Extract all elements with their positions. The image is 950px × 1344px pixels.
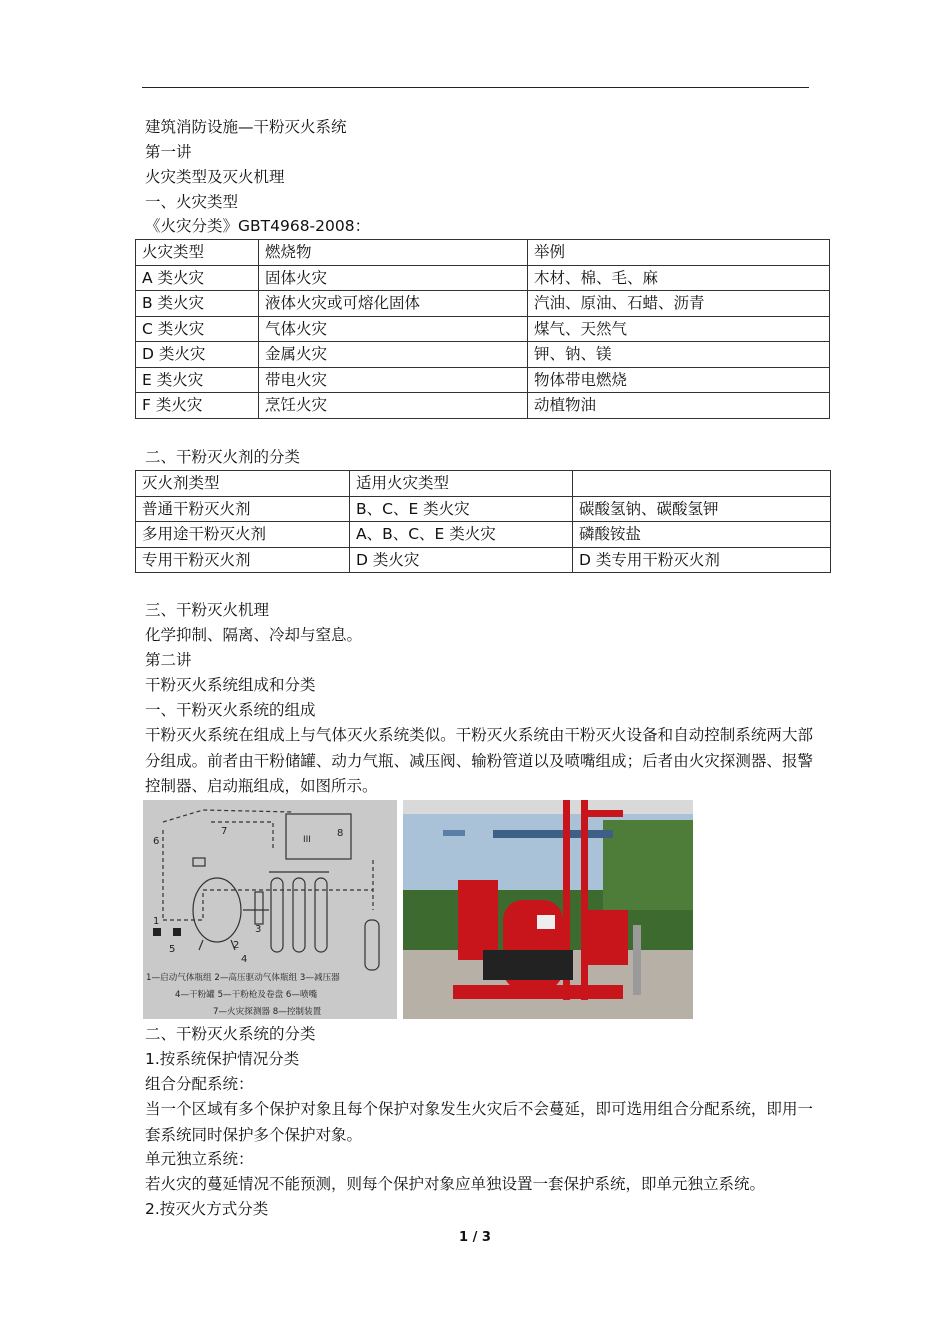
table-cell: B 类火灾 [136, 291, 259, 317]
table-cell: 煤气、天然气 [528, 316, 830, 342]
table-cell: 动植物油 [528, 393, 830, 419]
figure-number: 2 [233, 940, 240, 951]
combined-system-label: 组合分配系统： [145, 1075, 254, 1093]
classification-by-method: 2.按灭火方式分类 [145, 1200, 269, 1218]
standard-reference: 《火灾分类》GBT4968-2008： [145, 217, 371, 235]
figure-number: 1 [153, 916, 160, 927]
table-header-cell: 燃烧物 [259, 240, 528, 266]
schematic-drawing [143, 800, 397, 1019]
agent-type-table [135, 470, 831, 573]
table-cell: 碳酸氢钠、碳酸氢钾 [573, 496, 831, 522]
figure-legend-line: 7—火灾探测器 8—控制装置 [213, 1007, 322, 1017]
table-row [136, 547, 831, 573]
composition-paragraph: 干粉灭火系统在组成上与气体灭火系统类似。干粉灭火系统由干粉灭火设备和自动控制系统两大部分组成。前者由干粉储罐、动力气瓶、减压阀、输粉管道以及喷嘴组成；后者由火灾探测器、报警控制器、启动瓶组成，如图所示。 [145, 726, 813, 795]
table-cell: 专用干粉灭火剂 [136, 547, 350, 573]
figure-legend-line: 1—启动气体瓶组 2—高压驱动气体瓶组 3—减压器 [146, 973, 340, 983]
lecture-1-topic: 火灾类型及灭火机理 [145, 168, 285, 186]
table-cell: 液体火灾或可熔化固体 [259, 291, 528, 317]
section-fire-types: 一、火灾类型 [145, 193, 239, 211]
table-cell: 多用途干粉灭火剂 [136, 522, 350, 548]
table-row [136, 367, 830, 393]
unit-system-paragraph: 若火灾的蔓延情况不能预测，则每个保护对象应单独设置一套保护系统，即单元独立系统。 [145, 1175, 766, 1193]
table-header-row [136, 471, 831, 497]
table-cell: A、B、C、E 类火灾 [350, 522, 573, 548]
table-cell: D 类专用干粉灭火剂 [573, 547, 831, 573]
lecture-1-heading: 第一讲 [145, 143, 192, 161]
doc-title: 建筑消防设施—干粉灭火系统 [145, 118, 347, 136]
table-cell: A 类火灾 [136, 265, 259, 291]
table-header-row [136, 240, 830, 266]
unit-system-label: 单元独立系统： [145, 1150, 254, 1168]
lecture-2-heading: 第二讲 [145, 651, 192, 669]
classification-by-protection: 1.按系统保护情况分类 [145, 1050, 300, 1068]
table-cell: B、C、E 类火灾 [350, 496, 573, 522]
page-number: 1 / 3 [459, 1230, 491, 1245]
table-cell: E 类火灾 [136, 367, 259, 393]
table-cell: 物体带电燃烧 [528, 367, 830, 393]
equipment-photo [403, 800, 693, 1019]
table-cell: 固体火灾 [259, 265, 528, 291]
table-cell: 金属火灾 [259, 342, 528, 368]
section-mechanism: 三、干粉灭火机理 [145, 601, 270, 619]
table-row [136, 393, 830, 419]
system-schematic-figure [143, 800, 397, 1019]
table-row [136, 342, 830, 368]
table-cell: C 类火灾 [136, 316, 259, 342]
section-composition: 一、干粉灭火系统的组成 [145, 701, 316, 719]
table-cell: D 类火灾 [350, 547, 573, 573]
figure-number: 7 [221, 826, 228, 837]
table-row [136, 291, 830, 317]
table-cell: D 类火灾 [136, 342, 259, 368]
table-cell: 带电火灾 [259, 367, 528, 393]
table-row [136, 316, 830, 342]
combined-system-paragraph: 当一个区域有多个保护对象且每个保护对象发生火灾后不会蔓延，即可选用组合分配系统，即用一套系统同时保护多个保护对象。 [145, 1100, 813, 1144]
figure-number: 6 [153, 836, 160, 847]
table-header-cell: 灭火剂类型 [136, 471, 350, 497]
table-header-cell: 适用火灾类型 [350, 471, 573, 497]
table-row [136, 522, 831, 548]
equipment-photo-drawing [403, 800, 693, 1019]
figure-legend-line: 4—干粉罐 5—干粉枪及卷盘 6—喷嘴 [175, 990, 318, 1000]
table-row [136, 496, 831, 522]
table-cell: 气体火灾 [259, 316, 528, 342]
fire-type-table [135, 239, 830, 419]
header-rule [142, 87, 809, 88]
figure-number: 5 [169, 944, 176, 955]
table-header-cell: 火灾类型 [136, 240, 259, 266]
lecture-2-topic: 干粉灭火系统组成和分类 [145, 676, 316, 694]
table-header-cell [573, 471, 831, 497]
section-agent-classification: 二、干粉灭火剂的分类 [145, 448, 301, 466]
table-header-cell: 举例 [528, 240, 830, 266]
table-row [136, 265, 830, 291]
table-cell: F 类火灾 [136, 393, 259, 419]
table-cell: 钾、钠、镁 [528, 342, 830, 368]
table-cell: 木材、棉、毛、麻 [528, 265, 830, 291]
table-cell: 普通干粉灭火剂 [136, 496, 350, 522]
section-classification: 二、干粉灭火系统的分类 [145, 1025, 316, 1043]
mechanism-text: 化学抑制、隔离、冷却与窒息。 [145, 626, 363, 644]
table-cell: 磷酸铵盐 [573, 522, 831, 548]
figure-number: 8 [337, 828, 344, 839]
table-cell: 汽油、原油、石蜡、沥青 [528, 291, 830, 317]
figure-number: 3 [255, 924, 262, 935]
figure-number: 4 [241, 954, 248, 965]
table-cell: 烹饪火灾 [259, 393, 528, 419]
figure-number: III [303, 835, 311, 845]
